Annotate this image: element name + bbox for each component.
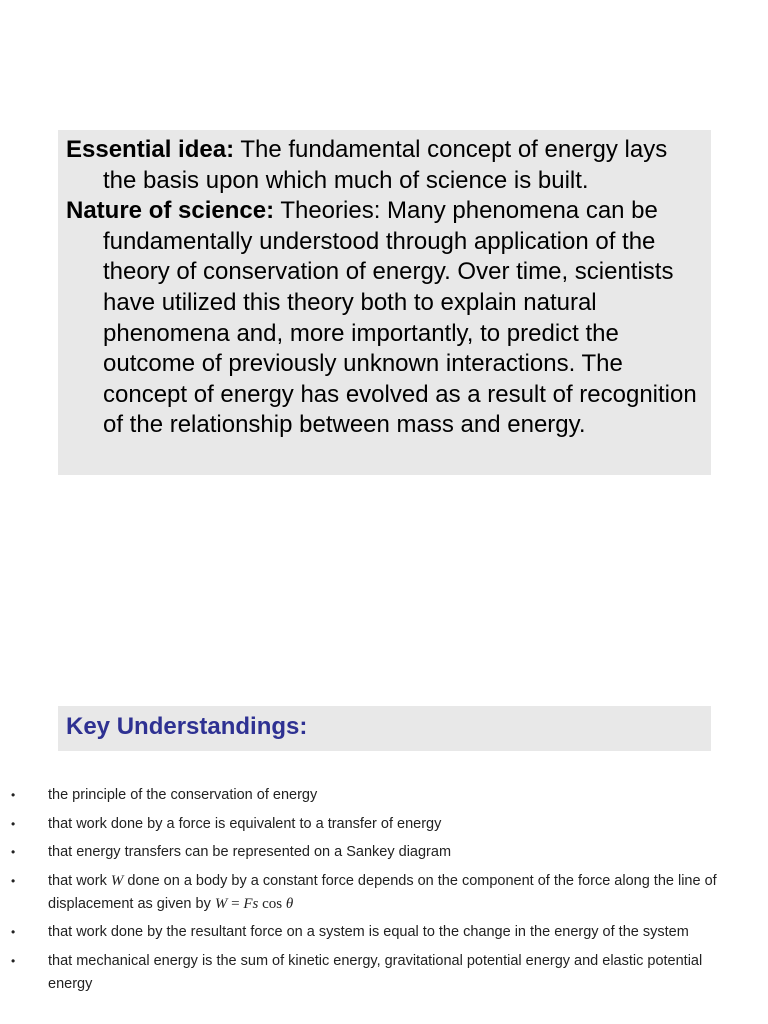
math-variable-w: W xyxy=(110,872,124,889)
bullet-icon: • xyxy=(11,925,16,939)
formula-lhs: W xyxy=(214,895,228,912)
essential-idea-box xyxy=(58,130,711,475)
formula-equals: = xyxy=(227,895,244,912)
bullet-icon: • xyxy=(11,953,16,968)
essential-idea-label: Essential idea: xyxy=(66,136,235,163)
list-item-text: that work done by a force is equivalent to a transfer of energy xyxy=(48,815,442,832)
list-item-text: that work done by the resultant force on a system is equal to the change in the energy of the system xyxy=(48,924,689,940)
list-item-text-part: done on a body by a constant force depends on the component of the force along the line of displacement as given by xyxy=(48,872,717,912)
bullet-icon: • xyxy=(11,845,16,859)
essential-idea-text: The fundamental concept of energy lays the basis upon which much of science is built. xyxy=(103,136,668,194)
formula-theta: θ xyxy=(285,895,294,912)
list-item-text-part: that work xyxy=(48,872,111,889)
list-item xyxy=(0,950,768,996)
list-item-text: the principle of the conservation of energy xyxy=(48,787,318,803)
essential-idea-paragraph xyxy=(66,135,703,196)
nature-of-science-text: Theories: Many phenomena can be fundamentally understood through application of the theory of conservation of energy. Over time, scientists have utilized this theory both to explain natural phenomena and, more importantly, to predict the outcome of previously unknown interactions. The concept of energy has evolved as a result of recognition of the relationship between mass and energy. xyxy=(103,197,697,439)
list-item-text: that energy transfers can be represented on a Sankey diagram xyxy=(48,844,452,860)
formula-cos: cos xyxy=(258,895,286,912)
formula-rhs: Fs xyxy=(243,895,259,912)
list-item xyxy=(0,841,768,864)
bullet-icon: • xyxy=(11,816,16,831)
nature-of-science-paragraph xyxy=(66,196,703,441)
list-item xyxy=(0,921,768,944)
list-item xyxy=(0,784,768,807)
nature-of-science-label: Nature of science: xyxy=(66,197,275,225)
key-understandings-title: Key Understandings: xyxy=(66,713,308,740)
list-item xyxy=(0,870,768,916)
key-understandings-box xyxy=(58,706,711,751)
key-understandings-list xyxy=(0,784,768,1001)
bullet-icon: • xyxy=(11,873,16,888)
list-item-text: that mechanical energy is the sum of kinetic energy, gravitational potential energy and elastic potential energy xyxy=(48,952,703,992)
list-item xyxy=(0,813,768,836)
bullet-icon: • xyxy=(11,788,16,802)
